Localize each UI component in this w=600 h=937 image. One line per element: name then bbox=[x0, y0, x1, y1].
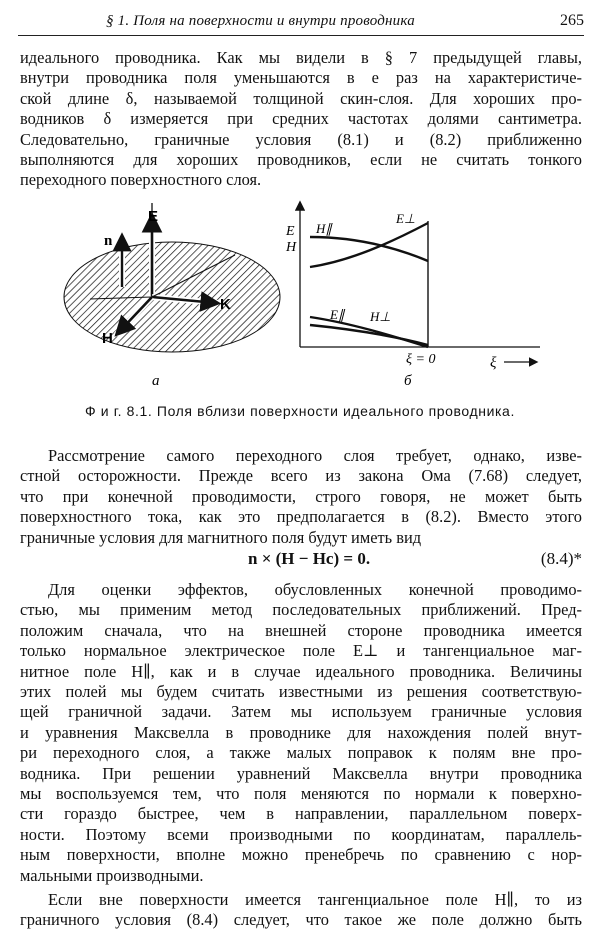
text-line: этих полей мы будем считать известными из решения соответствую- bbox=[20, 682, 582, 702]
text-line: мы воспользуемся тем, что поля меняются по нормали к поверхно- bbox=[20, 784, 582, 804]
text-line: водника. При решении уравнений Максвелла внутри проводника bbox=[20, 763, 582, 783]
text-line: ности. Поэтому всеми производными по координатам, параллель- bbox=[20, 824, 582, 844]
text-line: Для оценки эффектов, обусловленных конечной проводимо- bbox=[48, 580, 582, 599]
text-line: нитное поле H∥, как и в случае идеального проводника. Величины bbox=[20, 661, 582, 681]
text-line: сти гораздо быстрее, чем в направлении, параллельном поверх- bbox=[20, 804, 582, 824]
paragraph-3 bbox=[20, 580, 582, 886]
label-k: K bbox=[220, 296, 231, 313]
text-line: мальными производными. bbox=[20, 865, 204, 885]
label-e-parallel: E∥ bbox=[330, 307, 345, 322]
equation-expression: n × (H − Hc) = 0. bbox=[248, 549, 371, 568]
text-line: Рассмотрение самого переходного слоя требует, однако, изве- bbox=[48, 446, 582, 465]
text-line: стью, мы применим метод последовательных приближений. Пред- bbox=[20, 600, 582, 620]
paragraph-4 bbox=[20, 890, 582, 931]
axis-label-e: E bbox=[286, 224, 295, 239]
text-line: водников δ измеряется при средних частотах долями сантиметра. bbox=[20, 109, 582, 129]
label-xi-zero: ξ = 0 bbox=[406, 352, 436, 367]
panel-a bbox=[64, 203, 280, 389]
panel-a-sublabel: а bbox=[152, 373, 160, 389]
text-line: только нормальное электрическое поле E⊥ и тангенциальное маг- bbox=[20, 641, 582, 661]
figure-8-1 bbox=[60, 195, 540, 395]
text-line: Следовательно, граничные условия (8.1) и (8.2) приближенно bbox=[20, 129, 582, 149]
text-line: граничные условия для магнитного поля будут иметь вид bbox=[20, 527, 422, 547]
text-line: ным поверхности, вполне можно пренебречь по сравнению с нор- bbox=[20, 845, 582, 865]
text-line: и уравнения Максвелла в проводнике для нахождения полей внут- bbox=[20, 722, 582, 742]
running-header bbox=[18, 9, 584, 36]
text-line: ской длине δ, называемой толщиной скин-слоя. Для хороших про- bbox=[20, 88, 582, 108]
label-e: E bbox=[148, 208, 159, 225]
paragraph-1 bbox=[20, 48, 582, 191]
text-line: стной осторожности. Прежде всего из закона Ома (7.68) следует, bbox=[20, 466, 582, 486]
text-line: щей граничной задачи. Затем мы используем граничные условия bbox=[20, 702, 582, 722]
axis-label-h: H bbox=[286, 240, 297, 255]
page-number: 265 bbox=[560, 12, 584, 29]
header-title: § 1. Поля на поверхности и внутри проводника bbox=[106, 13, 415, 29]
text-line: ри переходного слоя, а также малых поправок к полям вне про- bbox=[20, 743, 582, 763]
curve-h-parallel bbox=[310, 237, 428, 261]
figure-caption: Ф и г. 8.1. Поля вблизи поверхности идеального проводника. bbox=[85, 403, 515, 419]
text-line: поверхностного тока, как это предполагается в (8.2). Вместо этого bbox=[20, 507, 582, 527]
label-h-parallel: H∥ bbox=[316, 221, 332, 236]
text-line: внутри проводника поля уменьшаются в e раз на характеристиче- bbox=[20, 68, 582, 88]
label-e-perp: E⊥ bbox=[396, 211, 416, 226]
text-line: идеального проводника. Как мы видели в § 7 предыдущей главы, bbox=[20, 48, 582, 67]
text-line: выполняются для хороших проводников, если не считать тонкого bbox=[20, 150, 582, 170]
text-line: что при конечной проводимости, строго говоря, не может быть bbox=[20, 486, 582, 506]
label-n: n bbox=[104, 233, 113, 249]
panel-b-sublabel: б bbox=[404, 373, 412, 389]
text-line: положим сначала, что на внешней стороне проводника имеется bbox=[20, 620, 582, 640]
label-xi: ξ bbox=[490, 355, 497, 371]
text-line: Если вне поверхности имеется тангенциальное поле H∥, то из bbox=[48, 890, 582, 909]
label-h-perp: H⊥ bbox=[370, 309, 391, 324]
equation-8-4 bbox=[20, 548, 582, 572]
paragraph-2 bbox=[20, 446, 582, 548]
panel-b bbox=[285, 203, 540, 389]
text-line: переходного поверхностного слоя. bbox=[20, 170, 262, 190]
equation-number: (8.4)* bbox=[540, 549, 582, 568]
text-line: граничного условия (8.4) следует, что такое же поле должно быть bbox=[20, 910, 582, 930]
label-h: H bbox=[102, 330, 113, 347]
